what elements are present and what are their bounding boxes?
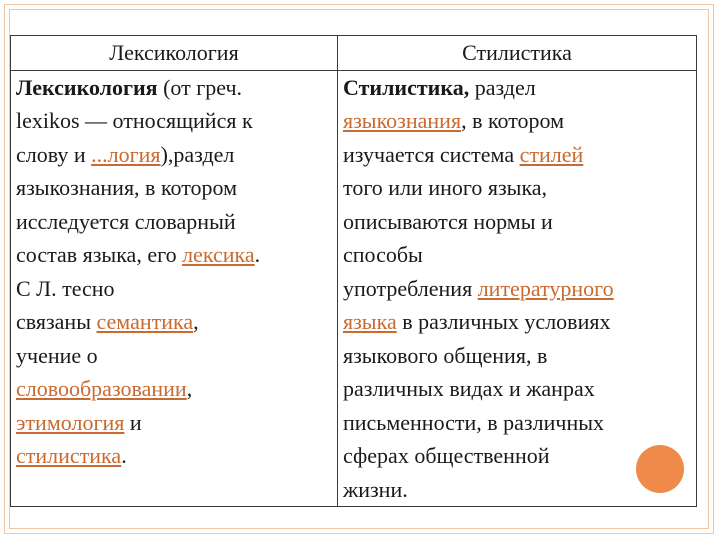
text-segment: ,	[193, 309, 199, 334]
content-row	[11, 70, 697, 507]
term-link[interactable]: лексика	[182, 242, 255, 267]
term-link[interactable]: стилей	[519, 141, 584, 167]
left-line	[16, 171, 337, 205]
text-segment: способы	[343, 242, 423, 267]
right-line	[343, 305, 696, 339]
right-line	[343, 372, 696, 406]
right-line	[343, 138, 696, 172]
text-segment: исследуется словарный	[16, 208, 236, 234]
term-link[interactable]: стилистика	[16, 443, 122, 468]
text-segment: сферах общественной	[343, 443, 550, 468]
text-segment: письменности, в различных	[343, 409, 604, 435]
text-segment: описываются нормы и	[343, 208, 553, 234]
text-segment: изучается система	[343, 141, 520, 167]
text-segment: языкового общения, в	[343, 342, 548, 368]
term-link[interactable]: языкознания	[343, 108, 462, 133]
text-segment: С Л. тесно	[16, 275, 115, 301]
right-line	[343, 238, 696, 272]
text-segment: , в котором	[461, 108, 565, 133]
text-segment: различных видах и жанрах	[343, 376, 595, 401]
text-segment: в различных условиях	[396, 309, 611, 334]
text-segment: ),раздел	[160, 141, 235, 167]
text-segment: учение о	[16, 342, 98, 368]
header-row	[11, 36, 697, 71]
lexicology-definition-cell	[11, 70, 338, 507]
left-line	[16, 305, 337, 339]
text-segment: состав языка, его	[16, 242, 183, 267]
left-line	[16, 205, 337, 239]
text-segment: lexikos — относящийся к	[16, 108, 253, 133]
left-line	[16, 71, 337, 105]
text-segment: жизни.	[343, 476, 408, 502]
text-segment: связаны	[16, 309, 97, 334]
lexicology-definition-text	[16, 71, 337, 473]
term-link[interactable]: этимология	[16, 409, 125, 435]
left-line	[16, 138, 337, 172]
decorative-orange-circle	[636, 445, 684, 493]
left-line	[16, 238, 337, 272]
right-line	[343, 71, 696, 105]
left-line	[16, 104, 337, 138]
right-line	[343, 205, 696, 239]
left-line	[16, 372, 337, 406]
comparison-table	[10, 35, 697, 507]
term-link[interactable]: литературного	[477, 275, 614, 301]
term-heading: Стилистика,	[343, 74, 470, 100]
right-line	[343, 171, 696, 205]
left-line	[16, 272, 337, 306]
header-stylistics: Стилистика	[338, 36, 697, 71]
text-segment: .	[254, 242, 261, 267]
text-segment: и	[124, 409, 142, 435]
text-segment: слову и	[16, 141, 92, 167]
left-line	[16, 439, 337, 473]
text-segment: раздел	[469, 74, 536, 100]
right-line	[343, 406, 696, 440]
stylistics-definition-text	[343, 71, 696, 507]
term-link[interactable]: словообразовании	[16, 376, 187, 401]
text-segment: .	[121, 443, 127, 468]
header-lexicology: Лексикология	[11, 36, 338, 71]
left-line	[16, 339, 337, 373]
right-line	[343, 104, 696, 138]
term-link[interactable]: ...логия	[91, 141, 161, 167]
term-link[interactable]: семантика	[96, 309, 194, 334]
text-segment: (от греч.	[157, 74, 243, 100]
term-heading: Лексикология	[16, 74, 158, 100]
text-segment: употребления	[343, 275, 478, 301]
text-segment: языкознания, в котором	[16, 175, 238, 200]
right-line	[343, 272, 696, 306]
stylistics-definition-cell	[338, 70, 697, 507]
left-line	[16, 406, 337, 440]
text-segment: того или иного языка,	[343, 175, 548, 200]
term-link[interactable]: языка	[343, 309, 397, 334]
text-segment: ,	[186, 376, 193, 401]
right-line	[343, 339, 696, 373]
